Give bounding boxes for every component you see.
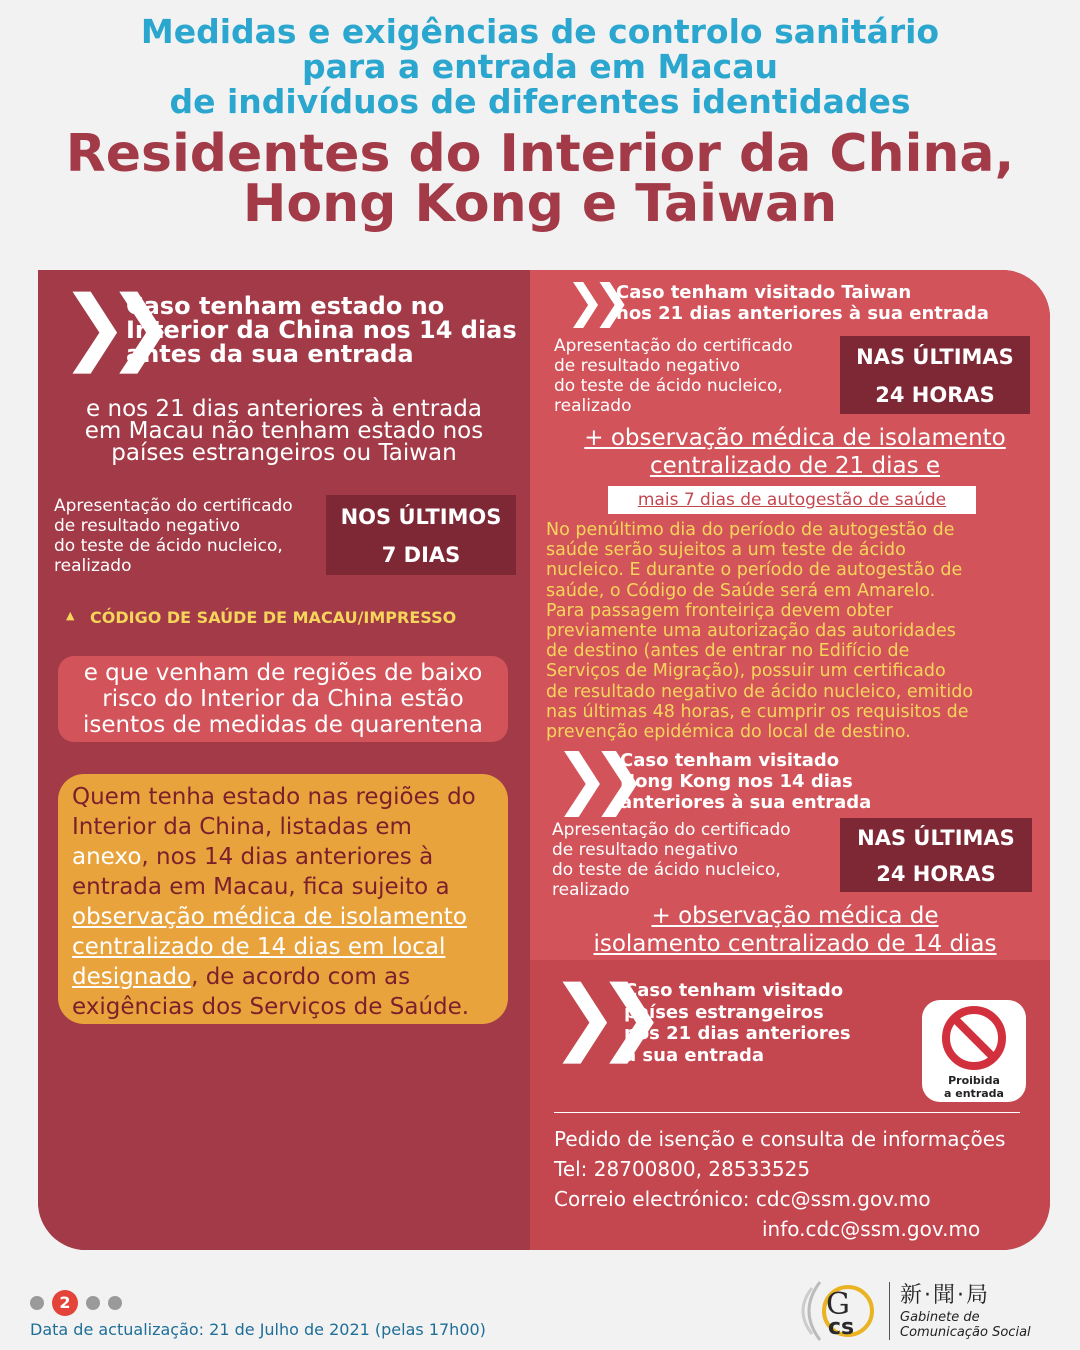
foreign-heading-line: à sua entrada [624,1044,765,1066]
badge-line: NAS ÚLTIMAS [856,345,1014,369]
mainland-heading-line: antes da sua entrada [126,340,414,368]
no-entry-icon [922,1000,1026,1070]
chevron-right-icon: ❯❯ [550,969,644,1064]
self-management-badge: mais 7 dias de autogestão de saúde [608,486,976,514]
email-primary[interactable]: Correio electrónico: cdc@ssm.gov.mo [554,1187,931,1211]
taiwan-yellow-notice [546,520,973,742]
no-entry-badge [922,1000,1026,1102]
mainland-heading-line: Caso tenham estado no [126,292,445,320]
notice-line [72,842,508,872]
page-dot-active[interactable]: 2 [52,1290,78,1316]
certificate-line: realizado [554,396,632,416]
notice-line: Interior da China, listadas em [72,814,412,840]
page-title-line-1: Residentes do Interior da China, [65,124,1015,184]
notice-line: Quem tenha estado nas regiões do [72,784,476,810]
yellow-line: Serviços de Migração), possuir um certificado [546,661,946,682]
badge-line: NAS ÚLTIMAS [857,826,1015,850]
notice-text: , nos 14 dias anteriores à [141,844,434,870]
yellow-line: de destino (antes de entrar no Edifício de [546,641,910,662]
yellow-line: No penúltimo dia do período de autogestão de [546,520,955,540]
low-risk-exemption [58,656,508,742]
hongkong-heading-line: Hong Kong nos 14 dias [620,771,853,792]
taiwan-heading-line: nos 21 dias anteriores à sua entrada [616,303,989,324]
yellow-line: previamente uma autorização das autoridades [546,621,956,642]
triangle-up-icon: ▲ [66,609,75,622]
certificate-line: realizado [552,880,630,900]
certificate-line: Apresentação do certificado [552,820,791,840]
mainland-condition-line: em Macau não tenham estado nos [84,418,484,444]
page-dot[interactable] [108,1296,122,1310]
yellow-line: nas últimas 48 horas, e cumprir os requisitos de [546,701,969,722]
yellow-line: de resultado negativo de ácido nucleico, emitido [546,681,974,702]
high-risk-notice [58,774,508,1024]
notice-line: entrada em Macau, fica sujeito a [72,874,450,900]
notice-text: designado [72,964,192,990]
mainland-heading [126,294,517,366]
mainland-condition [38,398,530,464]
chevron-right-icon: ❯❯ [554,740,629,817]
certificate-line: Apresentação do certificado [54,496,293,516]
notice-line: centralizado de 14 dias em local [72,934,446,960]
yellow-line: saúde, o Código de Saúde será em Amarelo. [546,580,936,601]
contact-info [554,1124,1005,1244]
foreign-heading-line: Caso tenham visitado [624,980,844,1001]
update-date: Data de actualização: 21 de Julho de 2021 (pelas 17h00) [30,1320,486,1339]
certificate-line: Apresentação do certificado [554,336,793,356]
yellow-line: Para passagem fronteiriça devem obter [546,600,893,621]
certificate-line: de resultado negativo [554,356,741,376]
logo-divider [889,1282,890,1340]
health-code-label: CÓDIGO DE SAÚDE DE MACAU/IMPRESSO [90,608,457,627]
hongkong-heading-line: anteriores à sua entrada [620,792,872,813]
last-7-days-badge [326,495,516,575]
hongkong-heading-line: Caso tenham visitado [620,750,840,771]
chevron-right-icon: ❯❯ [60,279,154,374]
badge-line: 7 DIAS [381,543,461,567]
taiwan-heading [616,282,989,324]
svg-text:G: G [826,1287,850,1322]
mainland-condition-line: e nos 21 dias anteriores à entrada [86,396,482,422]
taiwan-certificate-text [554,336,793,416]
divider [554,1112,1020,1113]
logo-line: Comunicação Social [900,1325,1031,1340]
certificate-line: do teste de ácido nucleico, [554,376,783,396]
observation-line: + observação médica de isolamento [584,425,1006,451]
page-dot[interactable] [30,1296,44,1310]
annex-link[interactable]: anexo [72,844,142,870]
last-24-hours-badge [840,336,1030,414]
notice-line [72,962,508,992]
mainland-heading-line: Interior da China nos 14 dias [126,316,517,344]
exemption-line: risco do Interior da China estão [102,686,464,712]
taiwan-observation [530,424,1060,480]
contact-line: Pedido de isenção e consulta de informações [554,1127,1006,1151]
observation-line: isolamento centralizado de 14 dias [593,931,997,957]
no-entry-label [922,1074,1026,1100]
svg-text:cs: cs [828,1315,855,1340]
email-secondary[interactable]: info.cdc@ssm.gov.mo [762,1217,981,1241]
hongkong-heading [620,750,871,813]
certificate-line: do teste de ácido nucleico, [552,860,781,880]
badge-line: NOS ÚLTIMOS [340,505,502,529]
logo-line: Gabinete de [900,1310,980,1325]
hongkong-certificate-text [552,820,791,900]
last-24-hours-badge [840,818,1032,892]
no-entry-line: Proibida [948,1074,1000,1087]
certificate-line: de resultado negativo [54,516,241,536]
hongkong-observation [530,902,1060,958]
mainland-condition-line: países estrangeiros ou Taiwan [111,440,457,466]
subtitle-line-2: para a entrada em Macau [302,47,778,86]
page-title-line-2: Hong Kong e Taiwan [242,174,838,234]
foreign-heading-line: países estrangeiros [624,1001,824,1023]
chevron-right-icon: ❯❯ [566,274,620,328]
badge-line: 24 HORAS [876,862,996,886]
logo-chinese: 新·聞·局 [900,1283,990,1308]
yellow-line: nucleico. E durante o período de autogestão de [546,560,963,581]
yellow-line: prevenção epidémica do local de destino. [546,722,911,743]
mainland-certificate-text [54,496,293,576]
gcs-logo-icon [790,1274,890,1348]
badge-line: 24 HORAS [875,383,995,407]
exemption-line: e que venham de regiões de baixo [83,660,483,686]
no-entry-line: a entrada [944,1087,1004,1100]
notice-line: observação médica de isolamento [72,904,467,930]
certificate-line: realizado [54,556,132,576]
exemption-line: isentos de medidas de quarentena [83,712,483,738]
observation-line: centralizado de 21 dias e [649,453,941,479]
foreign-heading-line: nos 21 dias anteriores [624,1023,851,1044]
page-dot[interactable] [86,1296,100,1310]
logo-text [900,1310,1031,1340]
taiwan-heading-line: Caso tenham visitado Taiwan [616,282,912,303]
subtitle-line-1: Medidas e exigências de controlo sanitário [140,12,940,51]
certificate-line: do teste de ácido nucleico, [54,536,283,556]
foreign-heading [624,980,851,1066]
certificate-line: de resultado negativo [552,840,739,860]
yellow-line: saúde serão sujeitos a um teste de ácido [546,540,906,561]
observation-line: + observação médica de [651,903,939,929]
notice-line: exigências dos Serviços de Saúde. [72,994,470,1020]
phone-numbers: Tel: 28700800, 28533525 [554,1157,811,1181]
subtitle-line-3: de indivíduos de diferentes identidades [169,82,911,121]
notice-text: , de acordo com as [191,964,411,990]
